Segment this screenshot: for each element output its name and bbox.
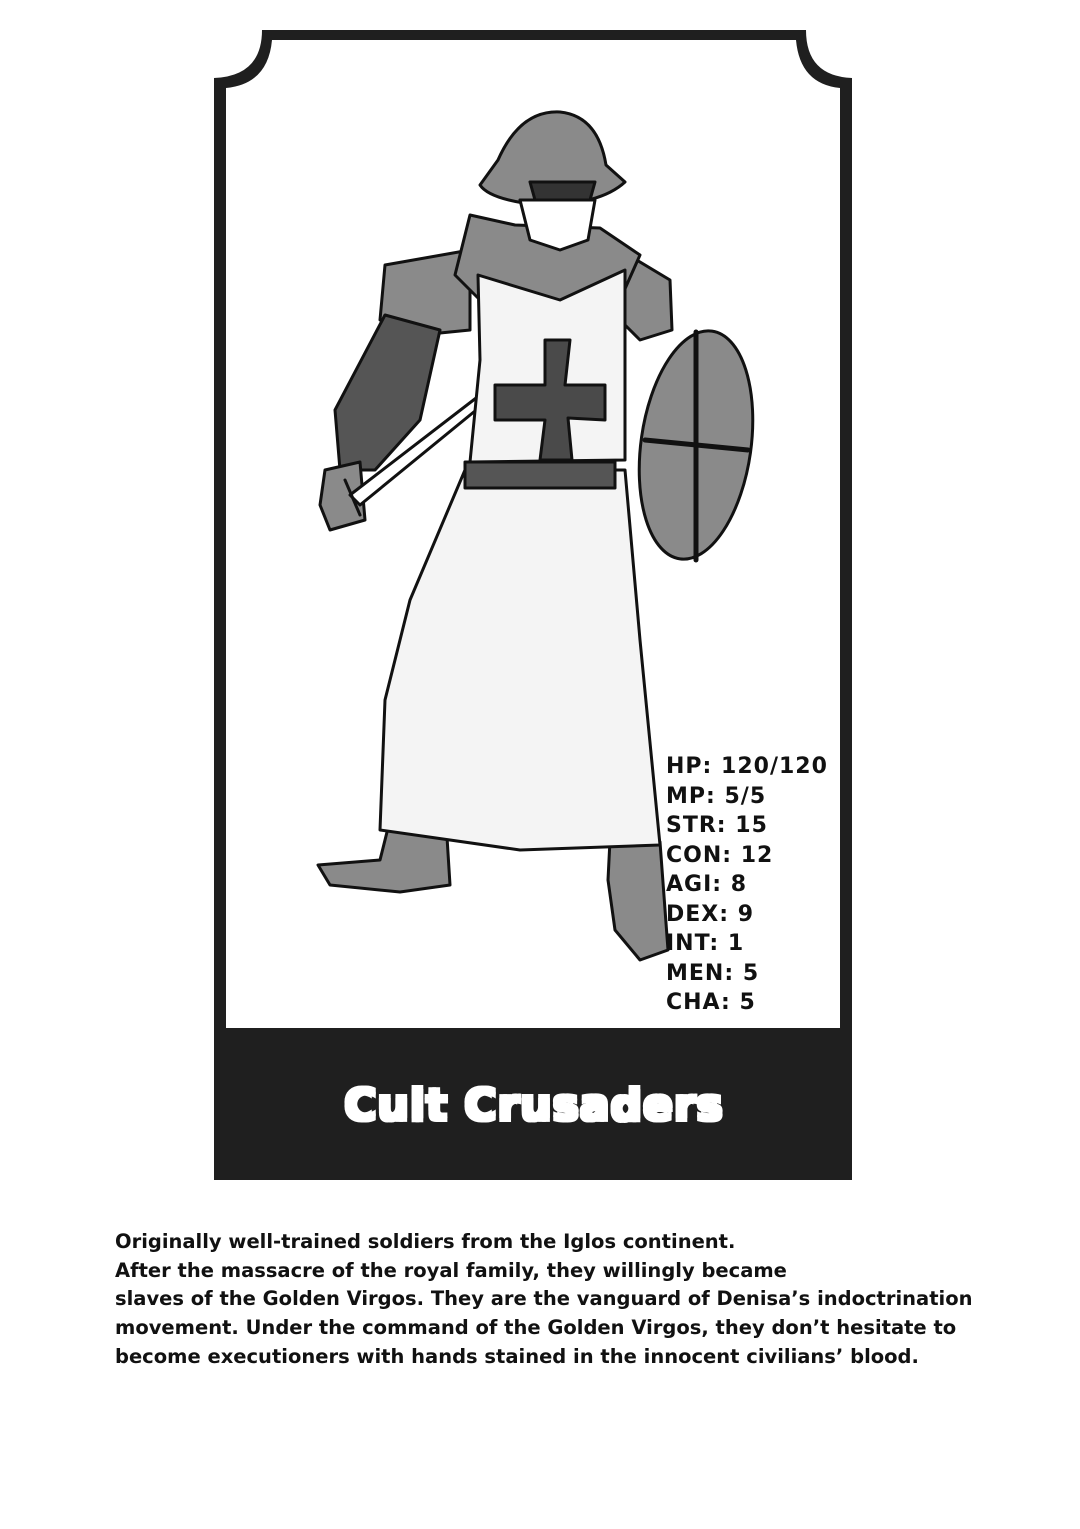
visor-slit xyxy=(530,182,595,200)
right-boot xyxy=(608,840,668,960)
stat-value: 120/120 xyxy=(721,754,828,779)
stat-value: 12 xyxy=(740,842,774,868)
stat-int: INT: 1 xyxy=(666,931,745,956)
belt xyxy=(465,462,615,488)
description-line: slaves of the Golden Virgos. They are the vanguard of Denisa’s indoctrination xyxy=(115,1287,973,1311)
stat-value: 9 xyxy=(737,901,755,927)
stat-hp: HP: 120/120 xyxy=(666,754,828,779)
name-banner xyxy=(215,1030,853,1180)
stat-men: MEN: 5 xyxy=(666,960,760,986)
stat-value: 5 xyxy=(739,990,756,1015)
stat-mp: MP: 5/5 xyxy=(666,783,767,809)
stat-label: MEN xyxy=(666,960,725,986)
description-line: After the massacre of the royal family, they willingly became xyxy=(115,1258,787,1282)
stat-value: 8 xyxy=(730,872,748,897)
stats-panel xyxy=(666,752,836,1018)
stat-agi: AGI: 8 xyxy=(666,872,748,897)
stat-value: 5/5 xyxy=(724,783,767,809)
stat-str: STR: 15 xyxy=(666,813,768,838)
description-line: become executioners with hands stained in the innocent civilians’ blood. xyxy=(115,1344,919,1368)
description-line: movement. Under the command of the Golden Virgos, they don’t hesitate to xyxy=(115,1316,957,1340)
stat-value: 5 xyxy=(742,960,760,986)
stat-label: AGI xyxy=(666,872,713,897)
description xyxy=(115,1228,1015,1372)
stat-con: CON: 12 xyxy=(666,842,774,868)
stat-label: MP xyxy=(666,783,707,809)
stat-label: DEX xyxy=(666,901,720,927)
stat-label: CON xyxy=(666,842,723,868)
stat-value: 1 xyxy=(727,931,745,956)
stat-label: INT xyxy=(666,931,710,956)
description-line: Originally well-trained soldiers from the Iglos continent. xyxy=(115,1230,736,1253)
stat-label: CHA xyxy=(666,990,721,1015)
card-name: Cult Crusaders xyxy=(344,1079,724,1131)
tabard-skirt xyxy=(380,470,660,850)
stat-value: 15 xyxy=(735,813,768,838)
stat-cha: CHA: 5 xyxy=(666,990,756,1015)
stat-label: HP xyxy=(666,754,703,779)
stat-dex: DEX: 9 xyxy=(666,901,755,927)
stat-label: STR xyxy=(666,813,717,838)
